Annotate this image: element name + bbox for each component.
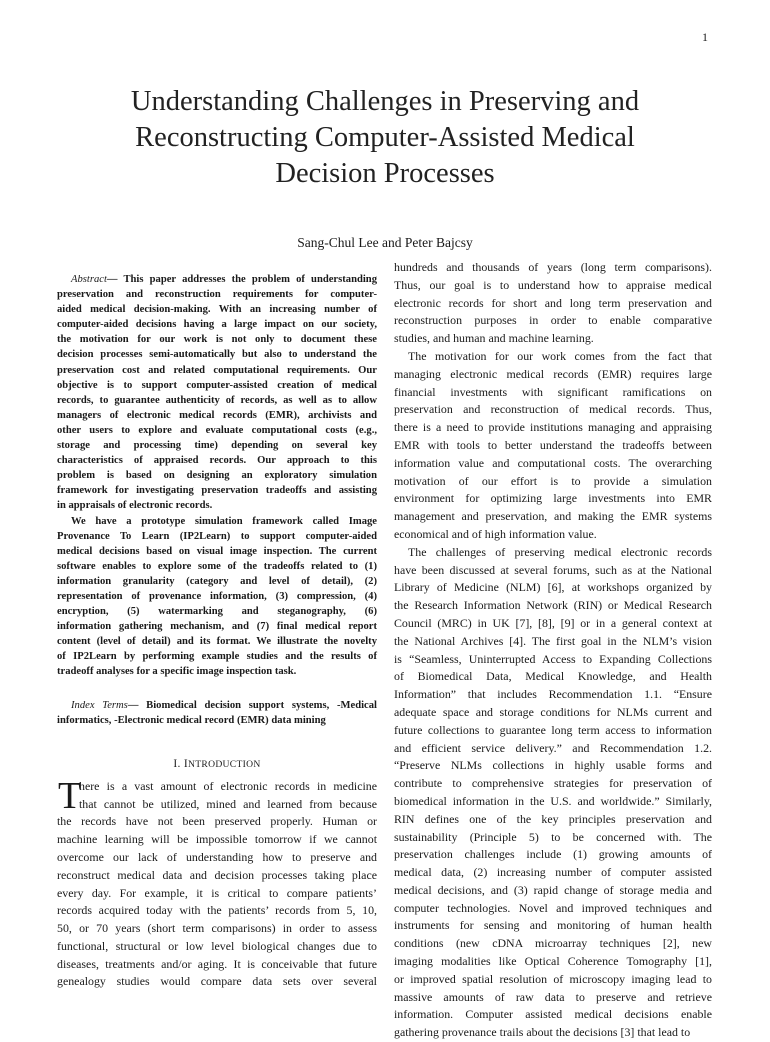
drop-cap: T xyxy=(58,774,82,817)
index-terms xyxy=(57,698,377,728)
body-line: the Research Information Network (RIN) or Medical Research xyxy=(394,598,712,613)
body-line: Council (MRC) in UK [7], [8], [9] or in a general context at xyxy=(394,615,712,630)
body-line: is “Seamless, Uninterrupted Access to Expanding Collections xyxy=(394,651,712,666)
abstract-line: managers of electronic medical records (EMR), archivists and xyxy=(57,409,377,421)
abstract-line: content (level of detail) and its format. We illustrate the novelty xyxy=(57,636,377,648)
body-line: preservation challenges include (1) growing amounts of xyxy=(394,847,712,862)
intro-line: records acquired today with the patients’ records from 5, 10, xyxy=(57,903,377,918)
intro-line: the records have not been preserved properly. Human or xyxy=(57,814,377,829)
body-line: EMR with tools to better understand the tradeoffs between xyxy=(394,437,712,452)
body-line: electronic records for short and long term preservation and xyxy=(394,295,712,310)
abstract-line: other users to explore and evaluate computational costs (e.g., xyxy=(57,424,377,436)
intro-line: reconstruct medical data and decision processes taking place xyxy=(57,867,377,882)
title-line: Reconstructing Computer-Assisted Medical xyxy=(135,122,635,153)
body-line: or improved spatial resolution of microscopy imaging lead to xyxy=(394,971,712,986)
body-line: information. Computer assisted medical decisions enable xyxy=(394,1007,712,1022)
body-line: motivation of our effort is to provide a simulation xyxy=(394,473,712,488)
abstract-line: tradeoff analyses for a specific image inspection task. xyxy=(57,666,297,678)
body-line: “Preserve NLMs collections in highly usable forms and xyxy=(394,758,712,773)
abstract-lead: Abstract xyxy=(71,274,107,285)
body-line: managing electronic medical records (EMR) requires large xyxy=(394,366,712,381)
body-line: RIN defines one of the key principles preservation and xyxy=(394,811,712,826)
body-line: and efficient service delivery.” and Recommendation 1.2. xyxy=(394,740,712,755)
page-number: 1 xyxy=(702,30,708,44)
abstract-line: in appraisals of electronic records. xyxy=(57,500,213,512)
abstract-line: framework for investigating preservation tradeoffs and assisting xyxy=(57,485,377,497)
body-line: preservation and reconstruction of medical records. Thus, xyxy=(394,402,712,417)
body-line: massive amounts of raw data to preserve and retrieve xyxy=(394,989,712,1004)
body-line: The motivation for our work comes from the fact that xyxy=(408,348,712,363)
abstract-line: information gathering mechanism, and (7) final medical report xyxy=(57,621,377,633)
body-line: Information” that includes Recommendation 1.1. “Ensure xyxy=(394,687,712,702)
body-line: instruments for sensing and monitoring of human health xyxy=(394,918,712,933)
intro-line: machine learning will be impossible tomorrow if we cannot xyxy=(57,832,377,847)
abstract-line: representation of provenance information, (3) compression, (4) xyxy=(57,590,377,602)
body-line: contribute to comprehensive strategies for preservation of xyxy=(394,776,712,791)
body-line: the National Archives [4]. The first goal in the NLM’s vision xyxy=(394,633,712,648)
body-line: sustainability (Principle 5) to be concerned with. The xyxy=(394,829,712,844)
intro-line: that cannot be utilized, mined and learned from because xyxy=(79,796,377,811)
intro-line: functional, structural or low level biological changes due to xyxy=(57,938,377,953)
abstract-line: encryption, (5) watermarking and steganography, (6) xyxy=(57,606,377,618)
abstract-line: objective is to support computer-assisted creation of medical xyxy=(57,379,377,391)
abstract xyxy=(57,272,377,680)
section-heading: I. INTRODUCTION xyxy=(173,757,261,770)
abstract-line: computer-aided decisions having a large impact on our society, xyxy=(57,319,377,331)
introduction xyxy=(57,774,377,992)
body-line: environment for optimizing large investments into EMR xyxy=(394,491,712,506)
abstract-line: We have a prototype simulation framework called Image xyxy=(71,515,377,527)
abstract-line: Abstract— This paper addresses the problem of understanding xyxy=(71,274,377,285)
body-line: Thus, our goal is to understand how to appraise medical xyxy=(394,277,712,292)
body-line: medical data, (2) increasing number of computer assisted xyxy=(394,865,712,880)
abstract-line: preservation and reconstruction requirements for computer- xyxy=(57,289,377,301)
abstract-line: software enables to explore some of the tradeoffs related to (1) xyxy=(57,560,377,572)
body-line: of Biomedical Data, Medical Knowledge, and Health xyxy=(394,669,712,684)
abstract-line: storage and processing time) depending on several key xyxy=(57,440,377,452)
abstract-line: records, to guarantee authenticity of records, as well as to allow xyxy=(57,394,377,406)
index-terms-lead: Index Terms xyxy=(71,699,128,711)
abstract-line: information granularity (category and level of detail), (2) xyxy=(57,575,377,587)
intro-line: overcome our lack of understanding how to preserve and xyxy=(57,849,377,864)
body-line: adequate space and storage conditions for NLMs current and xyxy=(394,704,712,719)
intro-line: diseases, treatments and/or aging. It is conceivable that future xyxy=(57,956,377,971)
title-line: Understanding Challenges in Preserving and xyxy=(130,86,640,117)
body-line: medical decisions, and (3) rapid change of storage media and xyxy=(394,882,712,897)
index-terms-line: informatics, -Electronic medical record (EMR) data mining xyxy=(57,714,326,726)
abstract-line: aided medical decision-making. With an increasing number of xyxy=(57,304,377,316)
body-line: Library of Medicine (NLM) [6], at workshops organized by xyxy=(394,580,712,595)
abstract-line: the motivation for our work is not only to document these xyxy=(57,334,377,346)
body-line: gathering provenance trails about the decisions [3] that lead to xyxy=(394,1025,691,1040)
body-line: biomedical information in the U.S. and worldwide.” Similarly, xyxy=(394,793,712,808)
body-line: studies, and human and machine learning. xyxy=(394,331,594,346)
body-line: have been discussed at several forums, such as at the National xyxy=(394,562,712,577)
paper-title xyxy=(0,84,770,192)
intro-line: here is a vast amount of electronic records in medicine xyxy=(79,778,377,793)
abstract-line: preservation cost and related computational requirements. Our xyxy=(57,364,377,376)
body-line: information value and computational costs. The overarching xyxy=(394,455,712,470)
body-line: The challenges of preserving medical electronic records xyxy=(408,544,712,559)
abstract-line: decision processes semi-automatically but also to understand the xyxy=(57,349,377,361)
body-line: computer technologies. Novel and improved techniques and xyxy=(394,900,712,915)
index-terms-line: Index Terms— Biomedical decision support systems, -Medical xyxy=(71,699,377,711)
body-line: reconstruction purposes in order to enable comparative xyxy=(394,313,712,328)
body-line: future collections to guarantee long term access to information xyxy=(394,722,712,737)
body-line: management and preservation, and making the EMR systems xyxy=(394,509,712,524)
body-line: imaging modalities like Optical Coherence Tomography [1], xyxy=(394,954,712,969)
intro-line: every day. For example, it is critical to compare patients’ xyxy=(57,885,377,900)
body-line: conditions (new cDNA microarray techniques [2], new xyxy=(394,936,712,951)
abstract-line: problem is based on designing an exploratory simulation xyxy=(57,470,377,482)
abstract-line: characteristics of appraised records. Our approach to this xyxy=(57,455,377,467)
body-line: economical and of high information value. xyxy=(394,526,597,541)
body-line: hundreds and thousands of years (long term comparisons). xyxy=(394,260,712,274)
title-line: Decision Processes xyxy=(275,158,495,189)
right-column xyxy=(394,259,712,1042)
abstract-line: Provenance To Learn (IP2Learn) to support computer-aided xyxy=(57,530,377,542)
authors: Sang-Chul Lee and Peter Bajcsy xyxy=(297,235,473,250)
left-column xyxy=(57,259,377,991)
intro-line: 50, or 70 years (short term comparisons) in order to assess xyxy=(57,921,377,936)
body-line: there is a need to provide institutions managing and appraising xyxy=(394,420,712,435)
intro-line: genealogy studies would compare data sets over several xyxy=(57,974,377,989)
abstract-line: medical decisions based on visual image inspection. The current xyxy=(57,545,377,557)
abstract-line: of IP2Learn by performing example studies and the results of xyxy=(57,651,377,663)
body-line: financial investments with significant ramifications on xyxy=(394,384,712,399)
